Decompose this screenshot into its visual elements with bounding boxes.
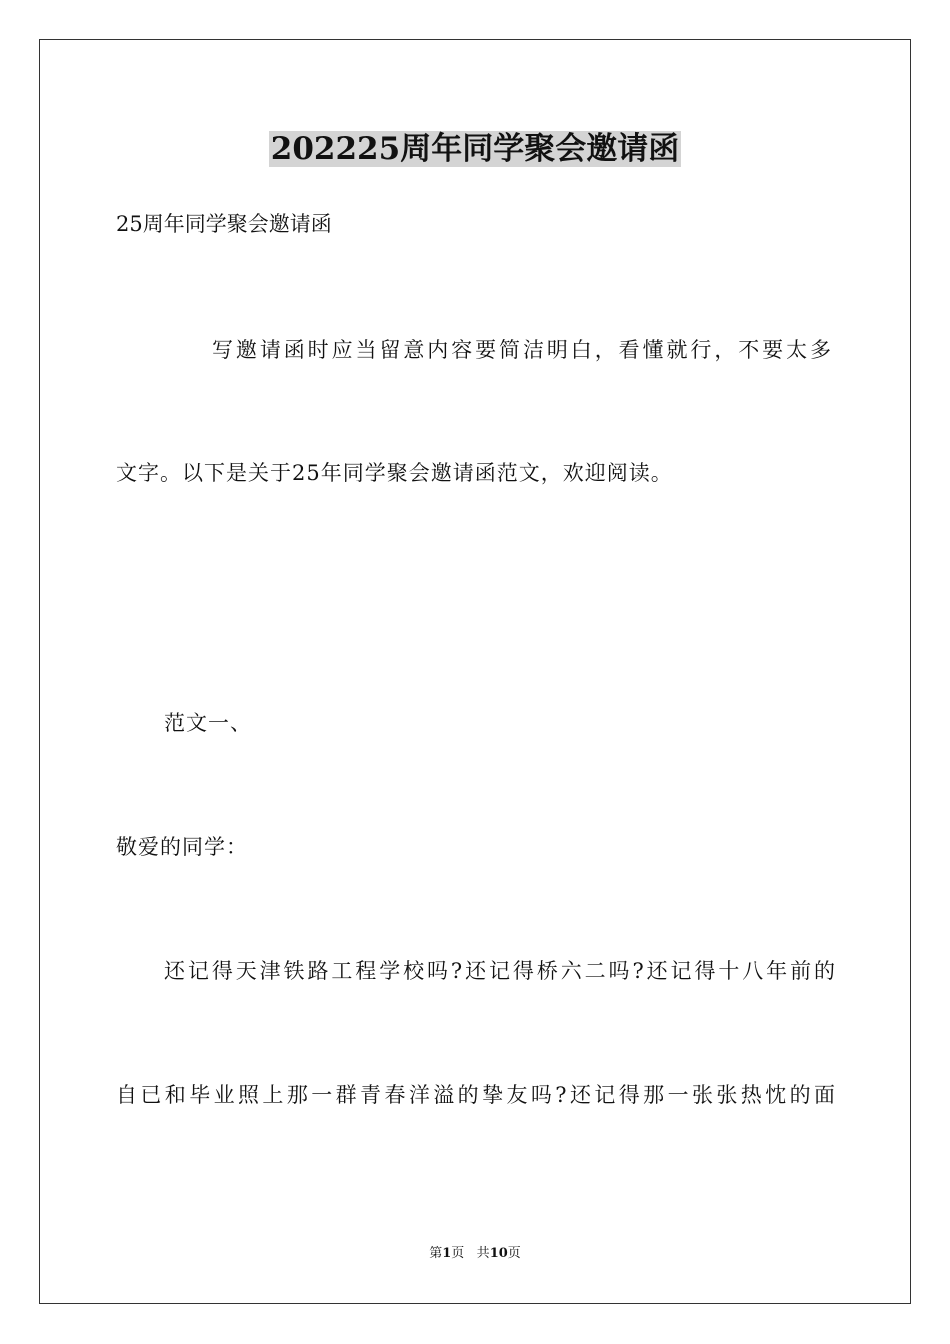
footer-page-prefix: 第 (429, 1246, 443, 1261)
salutation: 敬爱的同学： (116, 835, 248, 859)
footer-total-suffix: 页 (507, 1246, 521, 1261)
document-title (0, 128, 950, 170)
footer-total-prefix: 共 (476, 1246, 490, 1261)
paragraph-2-line-2: 自已和毕业照上那一群青春洋溢的挚友吗?还记得那一张张热忱的面 (116, 1083, 836, 1107)
footer-total-pages: 10 (489, 1246, 508, 1261)
document-title-text: 202225周年同学聚会邀请函 (270, 131, 680, 167)
paragraph-1-line-2: 文字。以下是关于25年同学聚会邀请函范文，欢迎阅读。 (116, 461, 673, 485)
paragraph-1-line-1: 写邀请函时应当留意内容要简洁明白，看懂就行，不要太多 (212, 338, 832, 362)
section-heading: 范文一、 (164, 711, 252, 735)
document-subtitle: 25周年同学聚会邀请函 (116, 212, 332, 236)
footer-page-number: 1 (442, 1246, 452, 1261)
page-footer (0, 1245, 950, 1263)
footer-page-suffix: 页 (451, 1246, 465, 1261)
paragraph-2-line-1: 还记得天津铁路工程学校吗?还记得桥六二吗?还记得十八年前的 (164, 959, 836, 983)
